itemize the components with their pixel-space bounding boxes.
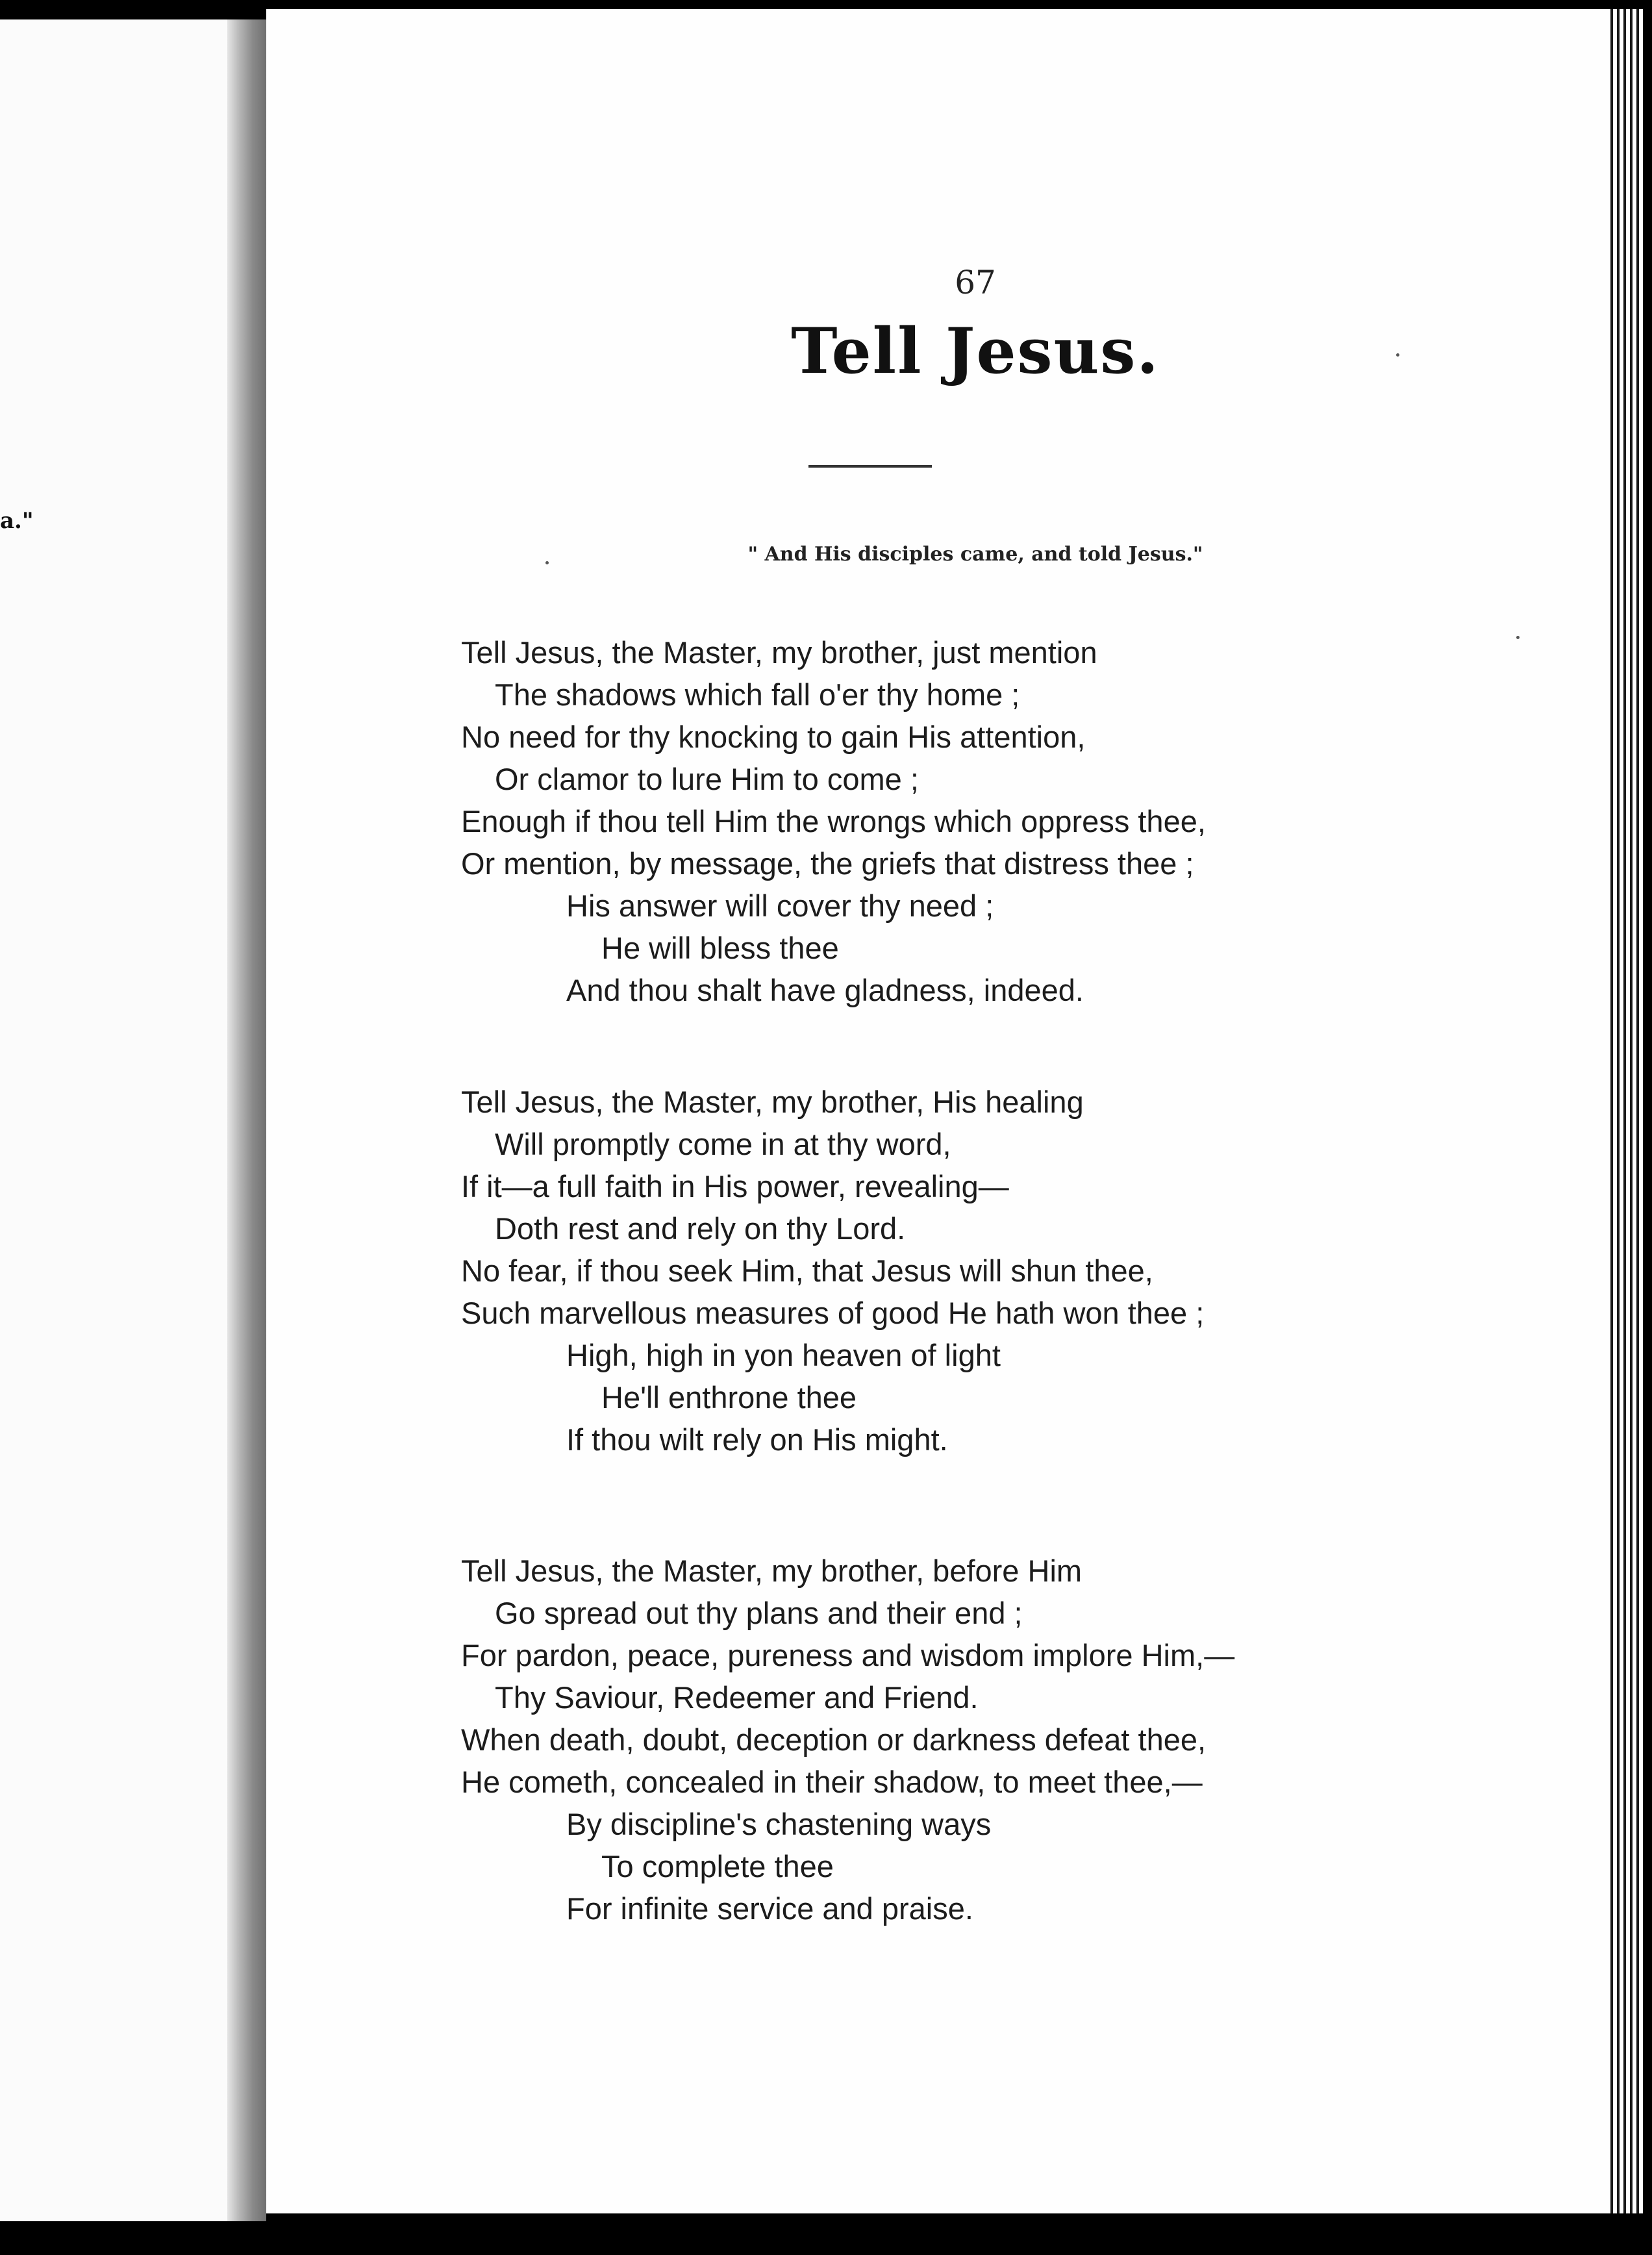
poem-line: The shadows which fall o'er thy home ; bbox=[495, 677, 1020, 712]
left-page-text-fragment: a." bbox=[0, 508, 34, 534]
poem-line: His answer will cover thy need ; bbox=[566, 888, 994, 923]
left-page bbox=[0, 19, 227, 2221]
title-rule bbox=[808, 465, 932, 468]
scan-speck bbox=[1516, 636, 1520, 639]
scan-speck bbox=[545, 561, 549, 564]
right-page bbox=[266, 9, 1607, 2213]
poem-line: No fear, if thou seek Him, that Jesus will shun thee, bbox=[461, 1253, 1153, 1288]
poem-line: If thou wilt rely on His might. bbox=[566, 1422, 948, 1457]
poem-line: Thy Saviour, Redeemer and Friend. bbox=[495, 1680, 979, 1715]
epigraph: " And His disciples came, and told Jesus." bbox=[747, 543, 1203, 566]
poem-line: Doth rest and rely on thy Lord. bbox=[495, 1211, 906, 1246]
poem-line: He'll enthrone thee bbox=[601, 1380, 857, 1415]
poem-line: By discipline's chastening ways bbox=[566, 1807, 992, 1841]
poem-line: Tell Jesus, the Master, my brother, His healing bbox=[461, 1085, 1084, 1119]
poem-line: And thou shalt have gladness, indeed. bbox=[566, 973, 1084, 1007]
stanza-1 bbox=[461, 631, 1500, 1011]
scan-speck bbox=[1396, 353, 1399, 357]
stanza-3 bbox=[461, 1550, 1500, 1930]
poem-line: For infinite service and praise. bbox=[566, 1891, 973, 1926]
poem-line: High, high in yon heaven of light bbox=[566, 1338, 1001, 1372]
poem-line: Will promptly come in at thy word, bbox=[495, 1127, 951, 1161]
page-number: 67 bbox=[955, 264, 996, 301]
poem-line: Enough if thou tell Him the wrongs which oppress thee, bbox=[461, 804, 1206, 838]
poem-line: To complete thee bbox=[601, 1849, 834, 1883]
poem-line: He cometh, concealed in their shadow, to meet thee,— bbox=[461, 1765, 1203, 1799]
poem-line: For pardon, peace, pureness and wisdom implore Him,— bbox=[461, 1638, 1235, 1672]
stanza-2 bbox=[461, 1081, 1500, 1461]
poem-line: Or clamor to lure Him to come ; bbox=[495, 762, 919, 796]
poem-line: Go spread out thy plans and their end ; bbox=[495, 1596, 1023, 1630]
poem-line: No need for thy knocking to gain His attention, bbox=[461, 720, 1086, 754]
poem-line: Such marvellous measures of good He hath won thee ; bbox=[461, 1296, 1205, 1330]
poem-line: Or mention, by message, the griefs that distress thee ; bbox=[461, 846, 1194, 881]
page-stack-edge bbox=[1607, 9, 1643, 2213]
poem-line: When death, doubt, deception or darkness defeat thee, bbox=[461, 1722, 1207, 1757]
poem-line: Tell Jesus, the Master, my brother, before Him bbox=[461, 1554, 1083, 1588]
book-gutter bbox=[227, 19, 266, 2221]
poem-line: If it—a full faith in His power, revealing— bbox=[461, 1169, 1009, 1203]
poem-line: He will bless thee bbox=[601, 931, 839, 965]
poem-title: Tell Jesus. bbox=[791, 314, 1160, 388]
poem-line: Tell Jesus, the Master, my brother, just mention bbox=[461, 635, 1097, 670]
